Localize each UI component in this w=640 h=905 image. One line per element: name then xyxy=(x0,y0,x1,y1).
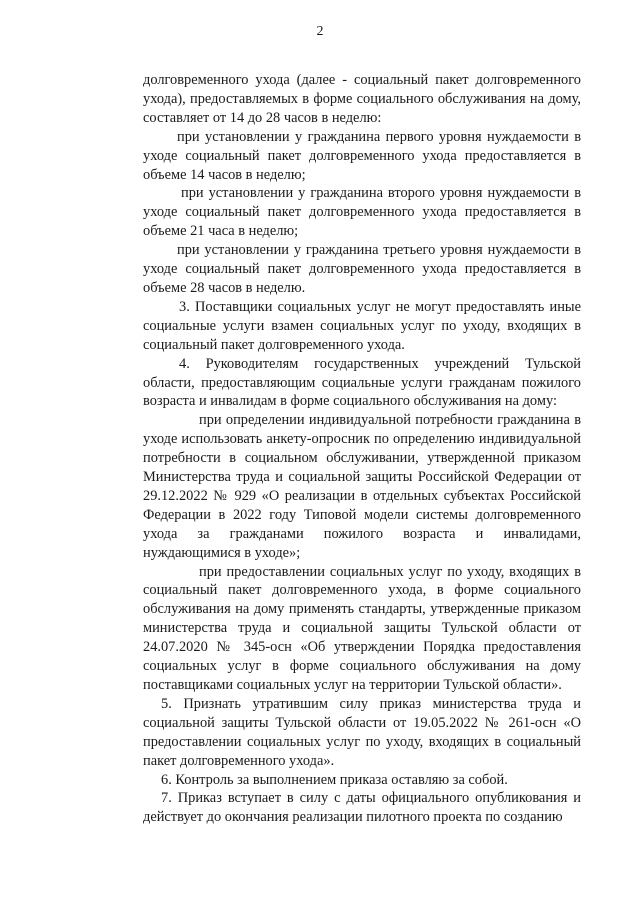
paragraph-item-7: 7. Приказ вступает в силу с даты официального опубликования и действует до окончания реализации пилотного проекта по созданию xyxy=(143,790,581,826)
paragraph-item-6: 6. Контроль за выполнением приказа оставляю за собой. xyxy=(161,771,508,788)
paragraph-standards: при предоставлении социальных услуг по уходу, входящих в социальный пакет долговременного ухода, в форме социального обслуживания на дому применять стандарты, утвержденные приказом министерства труда и социальной защиты Тульской области от 24.07.2020 № 345-осн «Об утверждении Порядка предоставления социальных услуг в форме социального обслуживания на дому поставщиками социальных услуг на территории Тульской области». xyxy=(143,563,581,693)
paragraph-level-three: при установлении у гражданина третьего уровня нуждаемости в уходе социальный пакет долговременного ухода предоставляется в объеме 28 часов в неделю. xyxy=(143,242,581,296)
page-number: 2 xyxy=(316,24,324,39)
paragraph-assessment: при определении индивидуальной потребности гражданина в уходе использовать анкету-опросник по определению индивидуальной потребности в социальном обслуживании, утвержденной приказом Министерства труда и социальной защиты Российской Федерации от 29.12.2022 № 929 «О реализации в отдельных субъектах Российской Федерации в 2022 году Типовой модели системы долговременного ухода за гражданами пожилого возраста и инвалидами, нуждающимися в уходе»; xyxy=(143,412,581,561)
paragraph-item-3: 3. Поставщики социальных услуг не могут предоставлять иные социальные услуги взамен социальных услуг по уходу, входящих в социальный пакет долговременного ухода. xyxy=(143,298,581,353)
document-body xyxy=(143,71,581,827)
paragraph-level-one: при установлении у гражданина первого уровня нуждаемости в уходе социальный пакет долговременного ухода предоставляется в объеме 14 часов в неделю; xyxy=(143,128,581,183)
paragraph-level-two: при установлении у гражданина второго уровня нуждаемости в уходе социальный пакет долговременного ухода предоставляется в объеме 21 часа в неделю; xyxy=(143,185,581,240)
paragraph-intro-continuation: долговременного ухода (далее - социальный пакет долговременного ухода), предоставляемых в форме социального обслуживания на дому, составляет от 14 до 28 часов в неделю: xyxy=(143,72,581,126)
paragraph-item-5: 5. Признать утратившим силу приказ министерства труда и социальной защиты Тульской области от 19.05.2022 № 261-осн «О предоставлении социальных услуг по уходу, входящих в социальный пакет долговременного ухода». xyxy=(143,695,581,769)
paragraph-item-4: 4. Руководителям государственных учреждений Тульской области, предоставляющим социальные услуги гражданам пожилого возраста и инвалидам в форме социального обслуживания на дому: xyxy=(143,355,581,410)
